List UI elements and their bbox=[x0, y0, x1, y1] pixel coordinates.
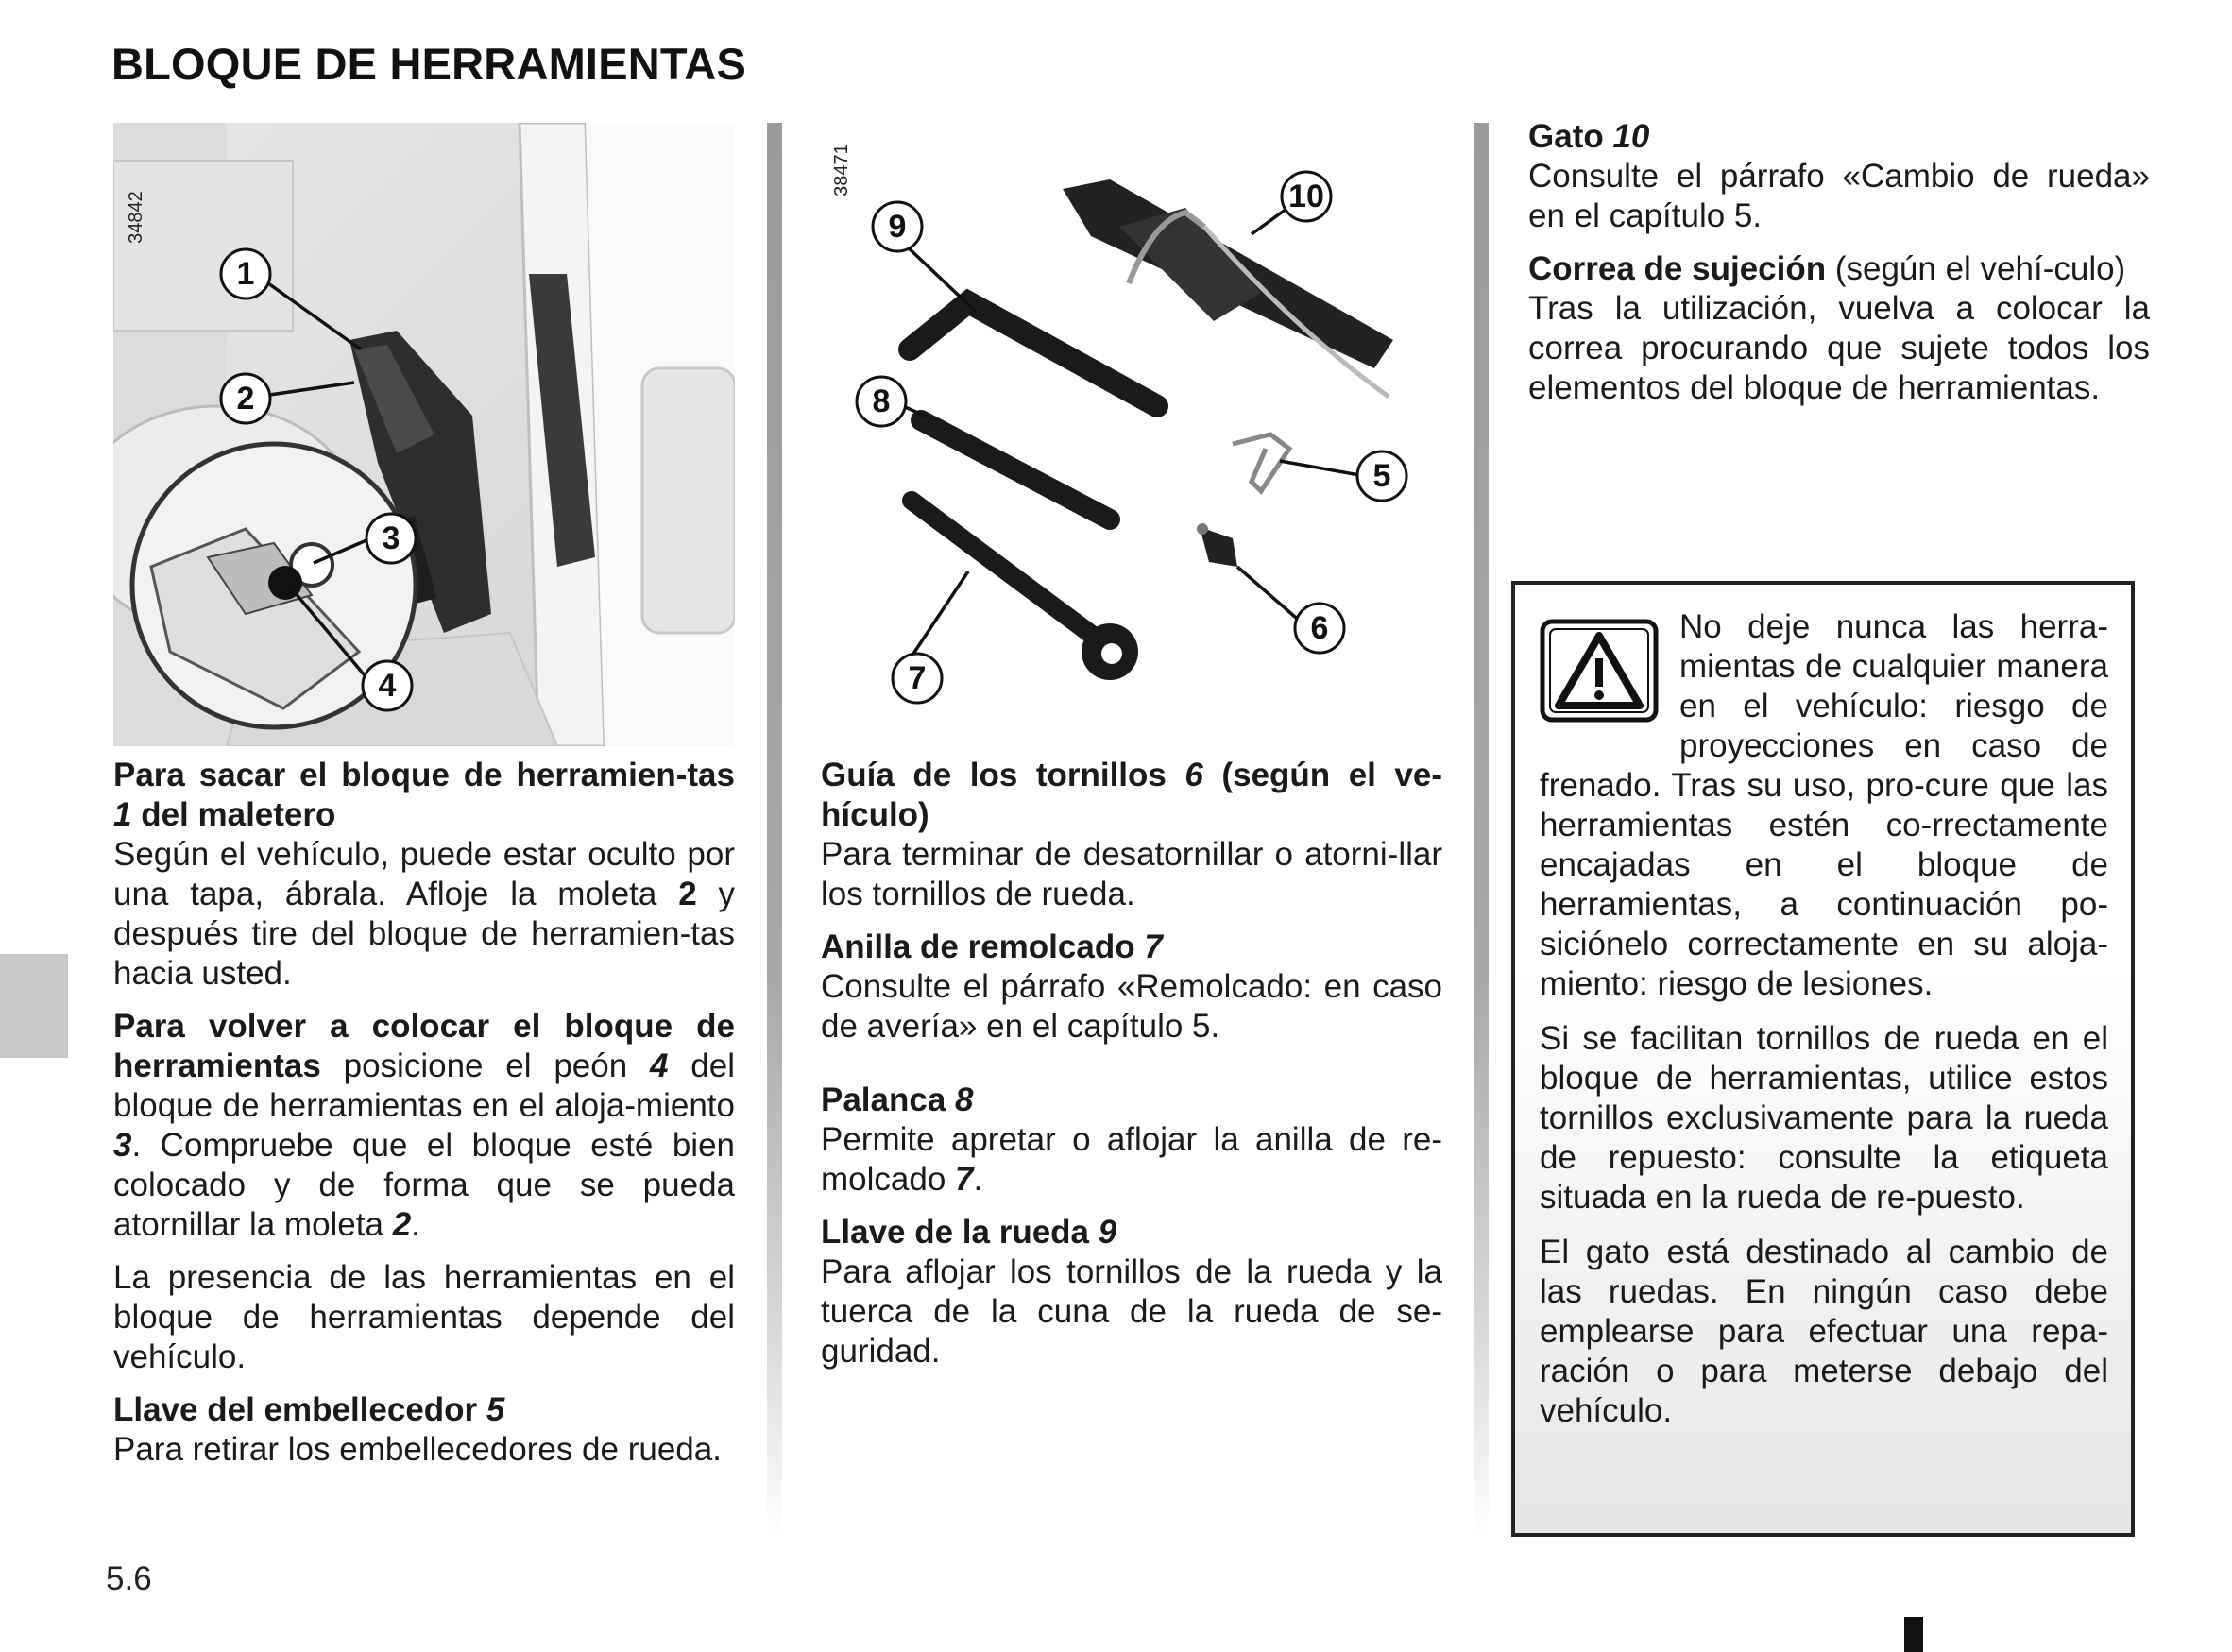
figure-tool-kit-location bbox=[113, 123, 735, 746]
section-lever: Palanca 8 Permite apretar o aflojar la anilla de re-molcado 7. bbox=[821, 1081, 1442, 1198]
callout-8 bbox=[857, 377, 906, 426]
section-remove-tool-kit: Para sacar el bloque de herramien-tas 1 del maletero Según el vehículo, puede estar oculto por una tapa, ábrala. Afloje la moleta 2 y después tire del bloque de herramien-tas hacia usted. bbox=[113, 757, 735, 992]
warning-paragraph-3: El gato está destinado al cambio de las ruedas. En ningún caso debe emplearse para efectuar una repa-ración o para meterse debajo del vehículo. bbox=[1540, 1234, 2108, 1429]
callout-7 bbox=[893, 654, 942, 703]
callout-9 bbox=[873, 202, 922, 251]
svg-text:10: 10 bbox=[1288, 179, 1324, 214]
section-strap: Correa de sujeción (según el vehí-culo) Tras la utilización, vuelva a colocar la correa procurando que sujete todos los elementos del bloque de herramientas. bbox=[1528, 250, 2150, 406]
warning-paragraph-1: No deje nunca las herra-mientas de cualquier manera en el vehículo: riesgo de proyecciones en caso de frenado. Tras su uso, pro-cure que las herramientas estén co-rrectamente encajadas en el bloque de herramientas, a continuación po-siciónelo correctamente en su aloja-miento: riesgo de lesiones. bbox=[1540, 608, 2108, 1002]
section-bolt-guide: Guía de los tornillos 6 (según el ve-hículo) Para terminar de desatornillar o atorni-llar los tornillos de rueda. bbox=[821, 757, 1443, 912]
column-left bbox=[113, 756, 735, 1483]
svg-text:3: 3 bbox=[382, 520, 400, 556]
column-middle bbox=[821, 756, 1442, 1385]
warning-triangle-icon bbox=[1540, 619, 1659, 723]
svg-text:7: 7 bbox=[908, 660, 927, 696]
tools-exploded-illustration bbox=[808, 123, 1450, 727]
svg-text:1: 1 bbox=[236, 256, 255, 292]
svg-text:9: 9 bbox=[888, 209, 907, 245]
tool-kit-location-illustration bbox=[113, 123, 735, 746]
section-refit-tool-kit: Para volver a colocar el bloque de herramientas posicione el peón 4 del bloque de herramientas en el aloja-miento 3. Compruebe que el bloque esté bien colocado y de forma que se pueda atornillar la moleta 2. bbox=[113, 1008, 735, 1243]
section-tool-presence: La presencia de las herramientas en el bloque de herramientas depende del vehículo. bbox=[113, 1259, 735, 1375]
callout-1 bbox=[221, 249, 270, 298]
chapter-tab bbox=[0, 954, 68, 1058]
svg-text:8: 8 bbox=[872, 383, 891, 419]
figure2-ref-code: 38471 bbox=[831, 144, 852, 196]
section-jack: Gato 10 Consulte el párrafo «Cambio de rueda» en el capítulo 5. bbox=[1528, 118, 2150, 234]
warning-box bbox=[1511, 581, 2135, 1537]
column-right bbox=[1528, 117, 2150, 421]
warning-paragraph-2: Si se facilitan tornillos de rueda en el bloque de herramientas, utilice estos tornillos exclusivamente para la rueda de repuesto: consulte la etiqueta situada en la rueda de re-puesto. bbox=[1540, 1020, 2108, 1216]
page-number: 5.6 bbox=[106, 1560, 152, 1597]
svg-text:6: 6 bbox=[1310, 610, 1329, 646]
callout-10 bbox=[1282, 172, 1331, 221]
figure1-ref-code: 34842 bbox=[126, 191, 146, 244]
section-towing-eye: Anilla de remolcado 7 Consulte el párrafo «Remolcado: en caso de avería» en el capítulo 5. bbox=[821, 928, 1442, 1045]
callout-6 bbox=[1295, 604, 1344, 653]
figure-tools-exploded bbox=[808, 123, 1450, 727]
section-wheel-wrench: Llave de la rueda 9 Para aflojar los tornillos de la rueda y la tuerca de la cuna de la rueda de se-guridad. bbox=[821, 1214, 1442, 1370]
svg-text:2: 2 bbox=[236, 381, 255, 417]
column-divider-right bbox=[1474, 123, 1489, 1540]
callout-2 bbox=[221, 374, 270, 423]
callout-5 bbox=[1357, 451, 1406, 501]
callout-4 bbox=[363, 661, 412, 710]
section-hubcap-key: Llave del embellecedor 5 Para retirar los embellecedores de rueda. bbox=[113, 1391, 722, 1468]
page-end-marker bbox=[1904, 1617, 1923, 1652]
svg-text:5: 5 bbox=[1372, 458, 1391, 494]
column-divider-left bbox=[767, 123, 782, 1540]
svg-text:4: 4 bbox=[378, 668, 397, 704]
page-title: BLOQUE DE HERRAMIENTAS bbox=[111, 39, 746, 89]
callout-3 bbox=[366, 514, 416, 563]
